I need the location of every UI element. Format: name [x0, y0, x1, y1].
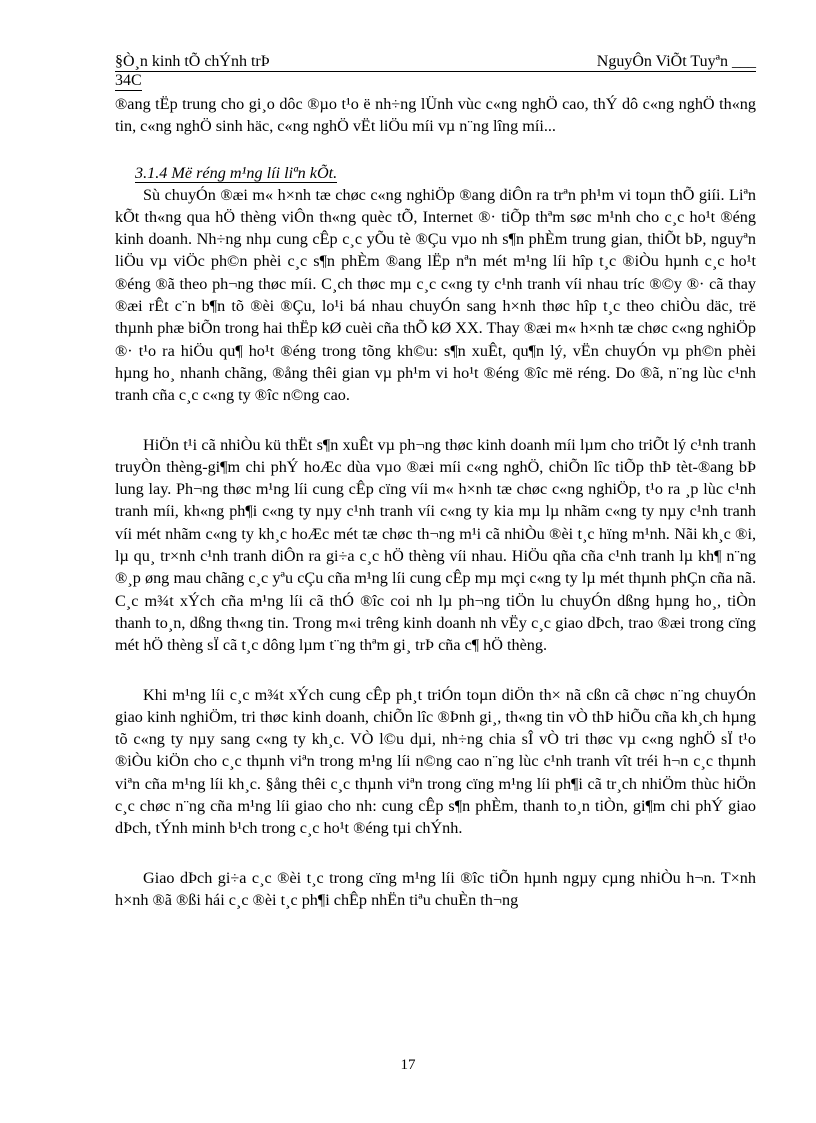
section-heading	[135, 162, 756, 184]
page-number: 17	[400, 1057, 416, 1073]
paragraph: HiÖn t¹i cã nhiÒu kü thËt s¶n xuÊt vµ ph¬ng thøc kinh doanh míi lµm cho triÕt lý c¹nh tranh truyÒn thèng-gi¶m chi phÝ hoÆc dùa vµo ®æi míi c«ng nghÖ, chiÕn lîc tiÕp thÞ tèt-®ang bÞ lung lay. Ph¬ng thøc m¹ng líi cung cÊp cïng víi m« h×nh tæ chøc c«ng nghiÖp, t¹o ra ¸p lùc c¹nh tranh míi, kh«ng ph¶i c«ng ty nµy c¹nh tranh víi c«ng ty kia mµ lµ nhãm c«ng ty nµy c¹nh tranh víi mét nhãm c«ng ty kh¸c hoÆc mét tæ chøc th¬ng m¹i cã nhiÒu ®èi t¸c hïng m¹nh. Nãi kh¸c ®i, lµ qu¸ tr×nh c¹nh tranh diÔn ra gi÷a c¸c hÖ thèng víi nhau. HiÖu qña cña c¹nh tranh lµ kh¶ n¨ng ®¸p øng mau chãng c¸c yªu cÇu cña m¹ng líi cung cÊp mµ mçi c«ng ty lµ mét thµnh phÇn cña nã. C¸c m¾t xÝch cña m¹ng líi cã thÓ ®îc coi nh lµ ph¬ng tiÖn lu chuyÓn dßng hµng ho¸, tiÒn thanh to¸n, dßng th«ng tin. Trong m«i trêng kinh doanh nh vËy c¸c giao dÞch, trao ®æi trong cïng mét hÖ thèng sÏ cã t¸c dông lµm t¨ng thªm gi¸ trÞ cña c¶ hÖ thèng.	[115, 435, 756, 655]
section-heading-text: 3.1.4 Më réng m¹ng líi liªn kÕt.	[135, 163, 338, 182]
paragraph: Giao dÞch gi÷a c¸c ®èi t¸c trong cïng m¹ng líi ®îc tiÕn hµnh ngµy cµng nhiÒu h¬n. T×nh h×nh ®ã ®ßi hái c¸c ®èi t¸c ph¶i chÊp nhËn tiªu chuÈn th¬ng	[115, 868, 756, 909]
header-class-code-text: 34C	[115, 72, 142, 89]
page-header	[115, 52, 756, 72]
body-text	[115, 93, 756, 911]
paragraph: Khi m¹ng líi c¸c m¾t xÝch cung cÊp ph¸t triÓn toµn diÖn th× nã cßn cã chøc n¨ng chuyÓn giao kinh nghiÖm, tri thøc kinh doanh, chiÕn lîc ®Þnh gi¸, th«ng tin vÒ thÞ hiÕu cña kh¸ch hµng tõ c«ng ty nµy sang c«ng ty kh¸c. VÒ l©u dµi, nh÷ng chia sÎ vÒ tri thøc vµ c«ng nghÖ sÏ t¹o ®iÒu kiÖn cho c¸c thµnh viªn trong m¹ng líi n©ng cao n¨ng lùc c¹nh tranh vît tréi h¬n c¸c thµnh viªn cña m¹ng líi kh¸c. §ång thêi c¸c thµnh viªn trong cïng m¹ng líi ph¶i cã tr¸ch nhiÖm thùc hiÖn c¸c chøc n¨ng cña m¹ng líi giao cho nh: cung cÊp s¶n phÈm, thanh to¸n tiÒn, gi¶m chi phÝ giao dÞch, tÝnh minh b¹ch trong c¸c ho¹t ®éng tµi chÝnh.	[115, 685, 756, 838]
header-author-name: NguyÔn ViÕt Tuyªn ___	[596, 53, 756, 70]
header-course-title: §Ò¸n kinh tÕ chÝnh trÞ	[115, 53, 270, 70]
header-rule	[115, 71, 756, 72]
paragraph-continuation: ®ang tËp trung cho gi¸o dôc ®µo t¹o ë nh÷ng lÜnh vùc c«ng nghÖ cao, thÝ dô c«ng nghÖ th«ng tin, c«ng nghÖ sinh häc, c«ng nghÖ vËt liÖu míi vµ n¨ng lîng míi...	[115, 95, 756, 136]
paragraph: Sù chuyÓn ®æi m« h×nh tæ chøc c«ng nghiÖp ®ang diÔn ra trªn ph¹m vi toµn thÕ giíi. Liªn kÕt th«ng qua hÖ thèng viÔn th«ng quèc tÕ, Internet ®· tiÕp thªm søc m¹nh cho c¸c ho¹t ®éng kinh doanh. Nh÷ng nhµ cung cÊp c¸c yÕu tè ®Çu vµo nh s¶n phÈm trung gian, thiÕt bÞ, nguyªn liÖu vµ viÖc ph©n phèi c¸c s¶n phÈm ®ang lËp nªn mét m¹ng líi hîp t¸c ®iÒu hµnh c¸c ho¹t ®éng ®ã theo ph¬ng thøc míi. C¸ch thøc mµ c¸c c«ng ty c¹nh tranh víi nhau tríc ®©y ®· cã thay ®æi rÊt c¨n b¶n tõ ®èi ®Çu, lo¹i bá nhau chuyÓn sang h×nh thøc hîp t¸c theo chiÒu däc, trë thµnh phæ biÕn trong hai thËp kØ cuèi cña thÕ kØ XX. Thay ®æi m« h×nh tæ chøc c«ng nghiÖp ®· t¹o ra hiÖu qu¶ ho¹t ®éng trong tõng kh©u: s¶n xuÊt, qu¶n lý, vËn chuyÓn vµ ph©n phèi hµng ho¸ nhanh chãng, ®ång thêi gian vµ ph¹m vi ho¹t ®éng ®îc më réng. Do ®ã, n¨ng lùc c¹nh tranh cña c¸c c«ng ty ®îc n©ng cao.	[115, 185, 756, 405]
header-class-code	[115, 71, 142, 91]
